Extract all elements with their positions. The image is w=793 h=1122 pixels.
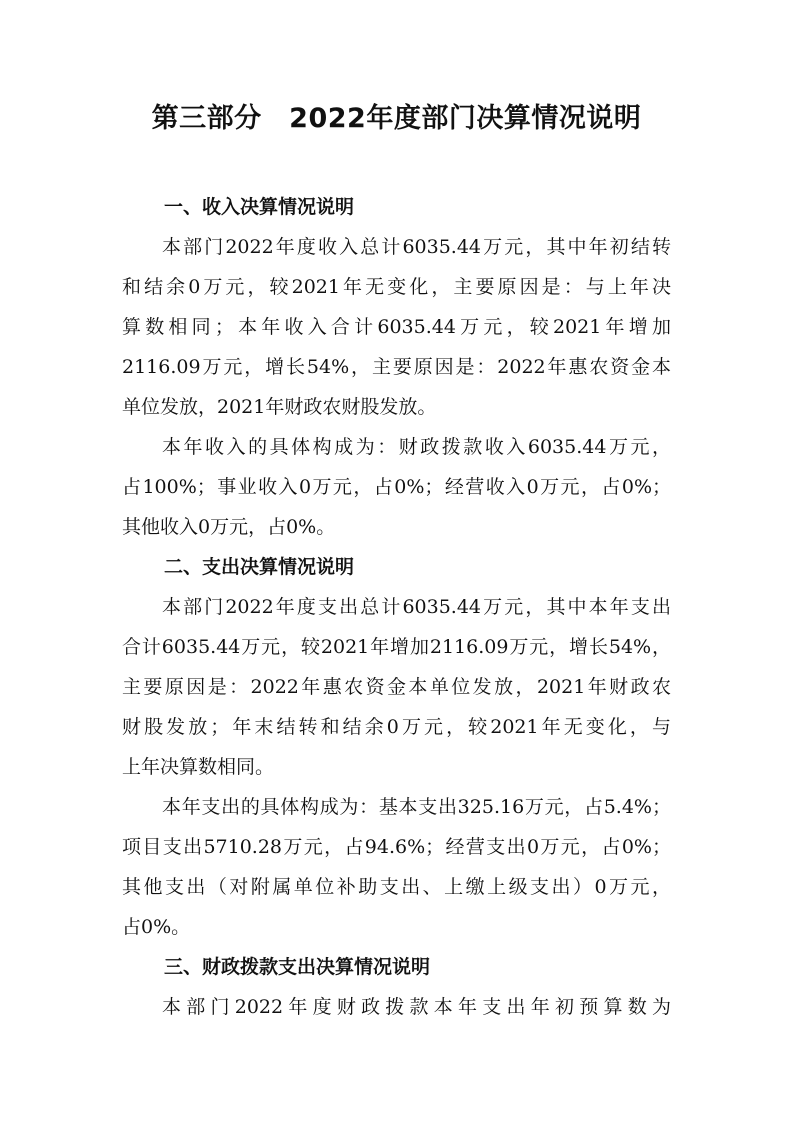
text-line: 项目支出5710.28万元，占94.6%；经营支出0万元，占0%； — [122, 836, 671, 858]
text-line: 2116.09万元，增长54%，主要原因是：2022年惠农资金本 — [122, 356, 671, 378]
text-line: 其他支出（对附属单位补助支出、上缴上级支出）0万元， — [122, 876, 671, 898]
text-line: 本部门2022年度财政拨款本年支出年初预算数为 — [162, 996, 671, 1018]
paragraph-fiscal-appropriation — [122, 987, 671, 1027]
text-line: 和结余0万元，较2021年无变化，主要原因是：与上年决 — [122, 276, 671, 298]
text-line: 占100%；事业收入0万元，占0%；经营收入0万元，占0%； — [122, 476, 671, 498]
text-line: 占0%。 — [122, 916, 191, 938]
paragraph-expenditure-summary — [122, 587, 671, 787]
text-line: 本年支出的具体构成为：基本支出325.16万元，占5.4%； — [162, 796, 671, 818]
section-heading-income: 一、收入决算情况说明 — [164, 196, 355, 218]
text-line: 本部门2022年度收入总计6035.44万元，其中年初结转 — [162, 236, 671, 258]
text-line: 上年决算数相同。 — [122, 756, 275, 778]
text-line: 本年收入的具体构成为：财政拨款收入6035.44万元， — [162, 436, 671, 458]
text-line: 主要原因是：2022年惠农资金本单位发放，2021年财政农 — [122, 676, 671, 698]
text-line: 合计6035.44万元，较2021年增加2116.09万元，增长54%， — [122, 636, 671, 658]
section-heading-fiscal-appropriation: 三、财政拨款支出决算情况说明 — [164, 956, 431, 978]
section-heading-expenditure: 二、支出决算情况说明 — [164, 556, 355, 578]
paragraph-expenditure-composition — [122, 787, 671, 947]
text-line: 单位发放，2021年财政农财股发放。 — [122, 396, 437, 418]
paragraph-income-composition — [122, 427, 671, 547]
text-line: 本部门2022年度支出总计6035.44万元，其中本年支出 — [162, 596, 671, 618]
text-line: 其他收入0万元，占0%。 — [122, 516, 336, 538]
text-line: 算数相同；本年收入合计6035.44万元，较2021年增加 — [122, 316, 671, 338]
page-title: 第三部分 2022年度部门决算情况说明 — [151, 103, 642, 134]
paragraph-income-summary — [122, 227, 671, 427]
text-line: 财股发放；年末结转和结余0万元，较2021年无变化，与 — [122, 716, 671, 738]
